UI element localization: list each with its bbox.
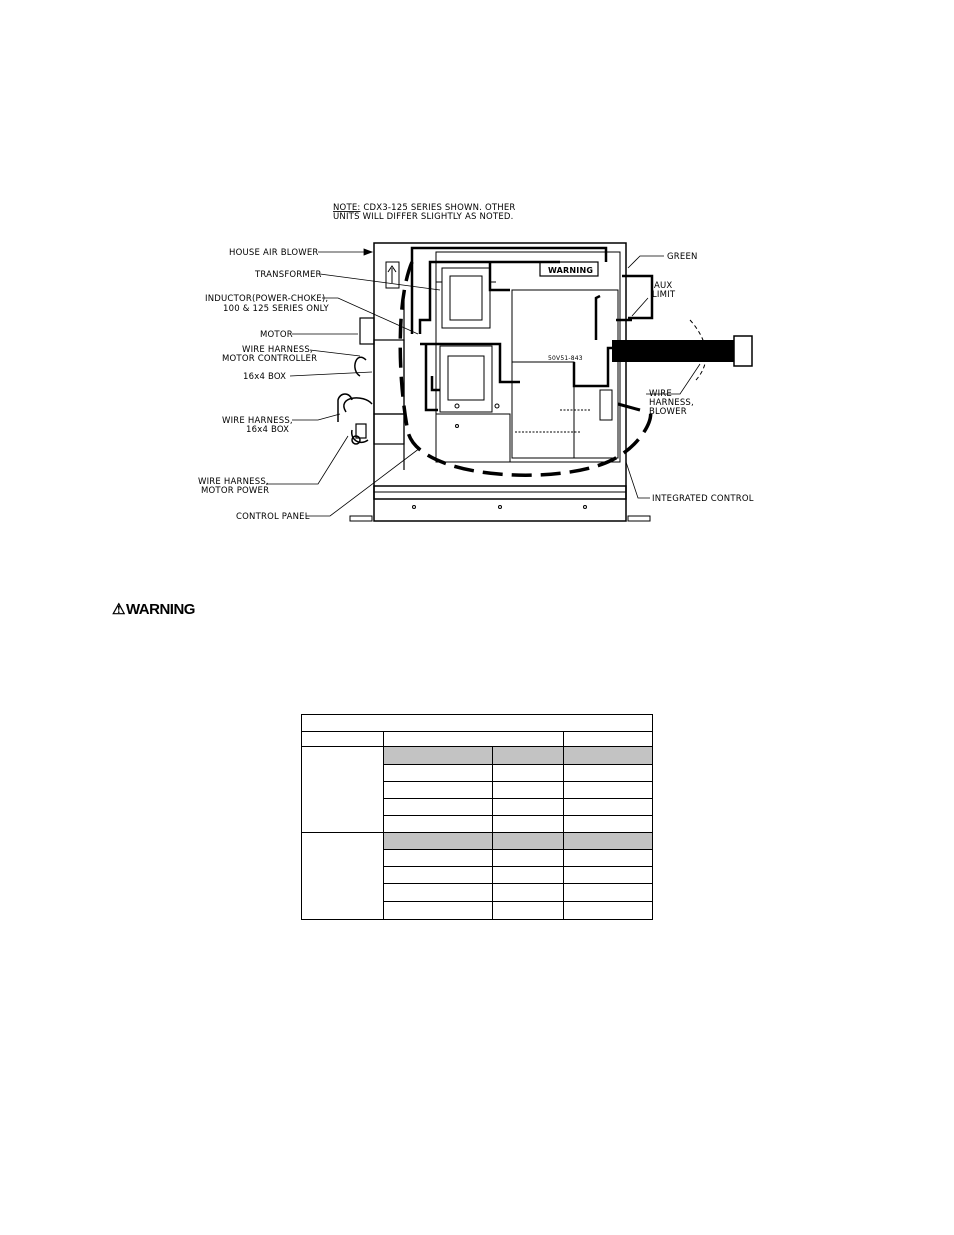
inductor xyxy=(440,346,499,412)
motor-assembly xyxy=(356,300,404,470)
callout-leader-lines xyxy=(266,249,700,516)
diagram-note-line-2: UNITS WILL DIFFER SLIGHTLY AS NOTED. xyxy=(333,212,514,222)
label-inductor-1: INDUCTOR(POWER-CHOKE), xyxy=(205,294,329,304)
label-wh-blower-2: HARNESS, xyxy=(649,398,694,408)
label-wh-16x4-1: WIRE HARNESS, xyxy=(222,416,293,426)
table-row xyxy=(302,715,653,732)
spec-table xyxy=(301,714,653,920)
label-wh-blower-3: BLOWER xyxy=(649,407,687,417)
label-16x4-box: 16x4 BOX xyxy=(243,372,287,382)
label-aux-limit-1: AUX xyxy=(654,281,673,291)
label-wh-motor-power-1: WIRE HARNESS, xyxy=(198,477,269,487)
table-row xyxy=(302,747,653,764)
label-wh-motor-controller-2: MOTOR CONTROLLER xyxy=(222,354,318,364)
label-wh-motor-power-2: MOTOR POWER xyxy=(201,486,270,496)
label-green: GREEN xyxy=(667,252,698,262)
label-wh-motor-controller-1: WIRE HARNESS, xyxy=(242,345,313,355)
warning-triangle-icon: ⚠ xyxy=(112,601,125,618)
label-control-panel: CONTROL PANEL xyxy=(236,512,310,522)
diagram-note-line-1: NOTE: CDX3-125 SERIES SHOWN. OTHER xyxy=(333,203,516,213)
control-panel-plate xyxy=(436,414,510,462)
cabinet-feet xyxy=(350,506,650,522)
label-motor: MOTOR xyxy=(260,330,293,340)
left-wiring xyxy=(338,357,372,444)
warning-heading-text: WARNING xyxy=(125,601,195,618)
table-row xyxy=(302,832,653,849)
label-transformer: TRANSFORMER xyxy=(255,270,322,280)
label-aux-limit-2: LIMIT xyxy=(652,290,676,300)
board-warning-label: WARNING xyxy=(548,266,594,275)
control-compartment-diagram xyxy=(0,0,954,560)
label-house-air-blower: HOUSE AIR BLOWER xyxy=(229,248,319,258)
compartment-dashed-outline xyxy=(400,262,650,475)
label-inductor-2: 100 & 125 SERIES ONLY xyxy=(223,304,329,314)
transformer xyxy=(436,268,496,328)
label-integrated-control: INTEGRATED CONTROL xyxy=(652,494,754,504)
warning-heading xyxy=(112,600,195,618)
label-wh-16x4-2: 16x4 BOX xyxy=(246,425,290,435)
board-code-label: 50V51-843 xyxy=(548,355,583,362)
table-row xyxy=(302,732,653,747)
label-wh-blower-1: WIRE xyxy=(649,389,672,399)
